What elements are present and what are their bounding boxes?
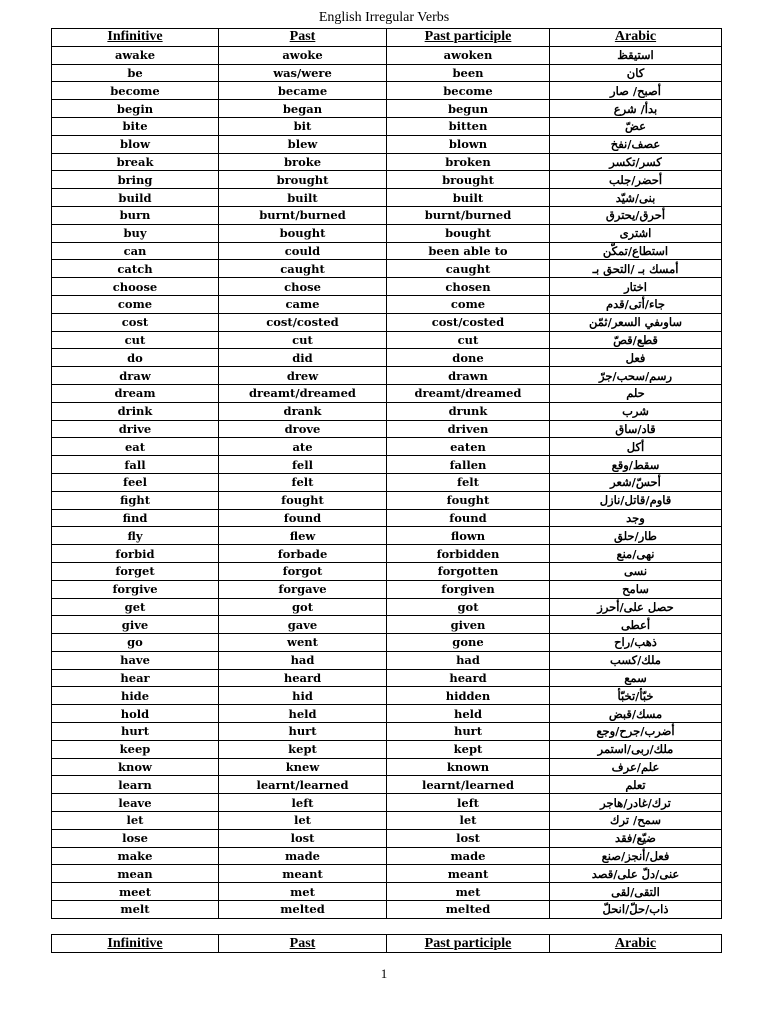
infinitive-cell: hold (52, 705, 219, 723)
past-cell: held (219, 705, 387, 723)
past-participle-cell: done (387, 349, 550, 367)
arabic-cell: بدأ/ شرع (550, 100, 722, 118)
arabic-cell: ترك/غادر/هاجر (550, 794, 722, 812)
arabic-cell: أصبح/ صار (550, 82, 722, 100)
infinitive-cell: hear (52, 669, 219, 687)
table-row (52, 509, 722, 527)
past-cell: awoke (219, 46, 387, 64)
arabic-cell: رسم/سحب/جرّ (550, 367, 722, 385)
past-cell: cost/costed (219, 313, 387, 331)
infinitive-cell: begin (52, 100, 219, 118)
arabic-cell: مسك/قبض (550, 705, 722, 723)
infinitive-cell: forgive (52, 580, 219, 598)
arabic-cell: قطع/قصّ (550, 331, 722, 349)
infinitive-cell: bite (52, 117, 219, 135)
infinitive-cell: forget (52, 562, 219, 580)
past-participle-cell: gone (387, 634, 550, 652)
past-participle-cell: found (387, 509, 550, 527)
arabic-cell: عنى/دلّ على/قصد (550, 865, 722, 883)
past-participle-cell: eaten (387, 438, 550, 456)
arabic-cell: كان (550, 64, 722, 82)
repeated-header-past: Past (219, 935, 387, 953)
past-participle-cell: blown (387, 135, 550, 153)
page-title: English Irregular Verbs (318, 10, 450, 25)
column-header-infinitive: Infinitive (52, 29, 219, 47)
table-row (52, 384, 722, 402)
infinitive-cell: get (52, 598, 219, 616)
table-row (52, 313, 722, 331)
past-participle-cell: built (387, 189, 550, 207)
arabic-cell: سمح/ ترك (550, 812, 722, 830)
verbs-table-body (52, 46, 722, 918)
table-row (52, 865, 722, 883)
past-cell: caught (219, 260, 387, 278)
past-cell: got (219, 598, 387, 616)
past-participle-cell: given (387, 616, 550, 634)
infinitive-cell: cut (52, 331, 219, 349)
past-cell: fought (219, 491, 387, 509)
arabic-cell: قاد/ساق (550, 420, 722, 438)
past-cell: brought (219, 171, 387, 189)
past-participle-cell: held (387, 705, 550, 723)
arabic-cell: ضيّع/فقد (550, 829, 722, 847)
past-cell: did (219, 349, 387, 367)
table-row (52, 794, 722, 812)
past-participle-cell: come (387, 295, 550, 313)
past-cell: learnt/learned (219, 776, 387, 794)
infinitive-cell: hurt (52, 723, 219, 741)
past-participle-cell: dreamt/dreamed (387, 384, 550, 402)
past-cell: found (219, 509, 387, 527)
past-cell: felt (219, 473, 387, 491)
past-cell: forgot (219, 562, 387, 580)
past-cell: forgave (219, 580, 387, 598)
table-row (52, 812, 722, 830)
infinitive-cell: can (52, 242, 219, 260)
arabic-cell: علم/عرف (550, 758, 722, 776)
past-participle-cell: forgotten (387, 562, 550, 580)
arabic-cell: بنى/شيّد (550, 189, 722, 207)
table-row (52, 669, 722, 687)
arabic-cell: جاء/أتى/قدم (550, 295, 722, 313)
infinitive-cell: drive (52, 420, 219, 438)
arabic-cell: استيقظ (550, 46, 722, 64)
infinitive-cell: give (52, 616, 219, 634)
past-participle-cell: known (387, 758, 550, 776)
arabic-cell: قاوم/قاتل/نازل (550, 491, 722, 509)
arabic-cell: كسر/تكسر (550, 153, 722, 171)
repeated-header-table (51, 934, 722, 953)
past-cell: heard (219, 669, 387, 687)
infinitive-cell: eat (52, 438, 219, 456)
infinitive-cell: go (52, 634, 219, 652)
past-cell: dreamt/dreamed (219, 384, 387, 402)
table-row (52, 420, 722, 438)
table-row (52, 367, 722, 385)
table-row (52, 705, 722, 723)
past-participle-cell: got (387, 598, 550, 616)
past-cell: flew (219, 527, 387, 545)
arabic-cell: تعلم (550, 776, 722, 794)
table-row (52, 491, 722, 509)
infinitive-cell: feel (52, 473, 219, 491)
arabic-cell: التقى/لقى (550, 883, 722, 901)
table-row (52, 331, 722, 349)
past-participle-cell: hidden (387, 687, 550, 705)
table-row (52, 242, 722, 260)
past-participle-cell: fought (387, 491, 550, 509)
past-cell: burnt/burned (219, 206, 387, 224)
table-row (52, 171, 722, 189)
past-cell: was/were (219, 64, 387, 82)
infinitive-cell: find (52, 509, 219, 527)
past-cell: met (219, 883, 387, 901)
past-participle-cell: been (387, 64, 550, 82)
infinitive-cell: know (52, 758, 219, 776)
past-cell: knew (219, 758, 387, 776)
infinitive-cell: learn (52, 776, 219, 794)
arabic-cell: سقط/وقع (550, 456, 722, 474)
table-row (52, 117, 722, 135)
column-header-past-participle: Past participle (387, 29, 550, 47)
page-number: 1 (380, 966, 388, 981)
past-participle-cell: brought (387, 171, 550, 189)
arabic-cell: أمسك بـ /التحق بـ (550, 260, 722, 278)
past-cell: had (219, 651, 387, 669)
past-participle-cell: made (387, 847, 550, 865)
table-row (52, 224, 722, 242)
infinitive-cell: become (52, 82, 219, 100)
arabic-cell: أكل (550, 438, 722, 456)
past-participle-cell: cut (387, 331, 550, 349)
infinitive-cell: break (52, 153, 219, 171)
arabic-cell: استطاع/تمكّن (550, 242, 722, 260)
infinitive-cell: dream (52, 384, 219, 402)
arabic-cell: نهى/منع (550, 545, 722, 563)
past-cell: melted (219, 901, 387, 919)
table-row (52, 616, 722, 634)
table-header-row (52, 29, 722, 47)
table-row (52, 82, 722, 100)
table-row (52, 295, 722, 313)
table-row (52, 206, 722, 224)
arabic-cell: فعل/أنجز/صنع (550, 847, 722, 865)
table-row (52, 278, 722, 296)
past-cell: became (219, 82, 387, 100)
arabic-cell: أضرب/جرح/وجع (550, 723, 722, 741)
past-participle-cell: bitten (387, 117, 550, 135)
infinitive-cell: make (52, 847, 219, 865)
past-participle-cell: fallen (387, 456, 550, 474)
infinitive-cell: be (52, 64, 219, 82)
table-row (52, 634, 722, 652)
past-cell: lost (219, 829, 387, 847)
infinitive-cell: blow (52, 135, 219, 153)
table-row (52, 456, 722, 474)
table-row (52, 100, 722, 118)
table-row (52, 651, 722, 669)
past-participle-cell: begun (387, 100, 550, 118)
past-cell: made (219, 847, 387, 865)
infinitive-cell: melt (52, 901, 219, 919)
infinitive-cell: catch (52, 260, 219, 278)
arabic-cell: ملك/ربى/استمر (550, 740, 722, 758)
arabic-cell: ملك/كسب (550, 651, 722, 669)
infinitive-cell: fly (52, 527, 219, 545)
infinitive-cell: have (52, 651, 219, 669)
past-participle-cell: let (387, 812, 550, 830)
infinitive-cell: choose (52, 278, 219, 296)
table-row (52, 740, 722, 758)
past-cell: hurt (219, 723, 387, 741)
table-row (52, 776, 722, 794)
column-header-arabic: Arabic (550, 29, 722, 47)
arabic-cell: ذاب/حلّ/انحلّ (550, 901, 722, 919)
table-row (52, 723, 722, 741)
table-row (52, 687, 722, 705)
arabic-cell: اشترى (550, 224, 722, 242)
infinitive-cell: buy (52, 224, 219, 242)
arabic-cell: ذهب/راح (550, 634, 722, 652)
arabic-cell: وجد (550, 509, 722, 527)
table-row (52, 438, 722, 456)
past-cell: drank (219, 402, 387, 420)
repeated-header-past-participle: Past participle (387, 935, 550, 953)
arabic-cell: اختار (550, 278, 722, 296)
past-cell: drove (219, 420, 387, 438)
arabic-cell: حلم (550, 384, 722, 402)
infinitive-cell: come (52, 295, 219, 313)
table-row (52, 402, 722, 420)
infinitive-cell: do (52, 349, 219, 367)
past-cell: bit (219, 117, 387, 135)
past-cell: left (219, 794, 387, 812)
verbs-table (51, 28, 722, 919)
past-participle-cell: met (387, 883, 550, 901)
infinitive-cell: keep (52, 740, 219, 758)
table-row (52, 64, 722, 82)
past-participle-cell: forbidden (387, 545, 550, 563)
past-participle-cell: burnt/burned (387, 206, 550, 224)
repeated-header-infinitive: Infinitive (52, 935, 219, 953)
arabic-cell: عصف/نفخ (550, 135, 722, 153)
past-participle-cell: learnt/learned (387, 776, 550, 794)
infinitive-cell: burn (52, 206, 219, 224)
arabic-cell: سمع (550, 669, 722, 687)
infinitive-cell: forbid (52, 545, 219, 563)
table-row (52, 527, 722, 545)
table-row (52, 153, 722, 171)
past-cell: meant (219, 865, 387, 883)
past-cell: chose (219, 278, 387, 296)
past-cell: ate (219, 438, 387, 456)
arabic-cell: حصل على/أحرز (550, 598, 722, 616)
table-row (52, 562, 722, 580)
past-cell: cut (219, 331, 387, 349)
table-row (52, 46, 722, 64)
table-row (52, 883, 722, 901)
arabic-cell: أحسّ/شعر (550, 473, 722, 491)
arabic-cell: خبّأ/تخبّأ (550, 687, 722, 705)
arabic-cell: طار/حلق (550, 527, 722, 545)
past-cell: forbade (219, 545, 387, 563)
past-cell: built (219, 189, 387, 207)
infinitive-cell: mean (52, 865, 219, 883)
table-row (52, 598, 722, 616)
past-cell: began (219, 100, 387, 118)
repeated-header-arabic: Arabic (550, 935, 722, 953)
past-cell: kept (219, 740, 387, 758)
table-row (52, 847, 722, 865)
past-cell: blew (219, 135, 387, 153)
past-participle-cell: kept (387, 740, 550, 758)
column-header-past: Past (219, 29, 387, 47)
past-participle-cell: chosen (387, 278, 550, 296)
infinitive-cell: fight (52, 491, 219, 509)
infinitive-cell: fall (52, 456, 219, 474)
past-participle-cell: broken (387, 153, 550, 171)
infinitive-cell: cost (52, 313, 219, 331)
arabic-cell: عضّ (550, 117, 722, 135)
infinitive-cell: bring (52, 171, 219, 189)
arabic-cell: فعل (550, 349, 722, 367)
arabic-cell: أحرق/يحترق (550, 206, 722, 224)
past-cell: fell (219, 456, 387, 474)
past-cell: hid (219, 687, 387, 705)
table-row (52, 545, 722, 563)
arabic-cell: سامح (550, 580, 722, 598)
repeated-header-row (52, 935, 722, 953)
past-cell: broke (219, 153, 387, 171)
past-cell: drew (219, 367, 387, 385)
infinitive-cell: meet (52, 883, 219, 901)
table-row (52, 135, 722, 153)
past-participle-cell: caught (387, 260, 550, 278)
table-row (52, 189, 722, 207)
past-cell: bought (219, 224, 387, 242)
table-row (52, 901, 722, 919)
infinitive-cell: leave (52, 794, 219, 812)
past-participle-cell: forgiven (387, 580, 550, 598)
past-participle-cell: felt (387, 473, 550, 491)
past-participle-cell: flown (387, 527, 550, 545)
infinitive-cell: build (52, 189, 219, 207)
past-participle-cell: awoken (387, 46, 550, 64)
past-cell: let (219, 812, 387, 830)
table-row (52, 580, 722, 598)
infinitive-cell: lose (52, 829, 219, 847)
arabic-cell: نسى (550, 562, 722, 580)
infinitive-cell: draw (52, 367, 219, 385)
table-row (52, 473, 722, 491)
table-row (52, 829, 722, 847)
past-cell: gave (219, 616, 387, 634)
arabic-cell: أعطى (550, 616, 722, 634)
past-participle-cell: bought (387, 224, 550, 242)
infinitive-cell: awake (52, 46, 219, 64)
arabic-cell: ساوىفي السعر/ثمّن (550, 313, 722, 331)
past-participle-cell: drawn (387, 367, 550, 385)
arabic-cell: أحضر/جلب (550, 171, 722, 189)
infinitive-cell: hide (52, 687, 219, 705)
past-cell: went (219, 634, 387, 652)
past-participle-cell: been able to (387, 242, 550, 260)
table-row (52, 758, 722, 776)
past-participle-cell: melted (387, 901, 550, 919)
past-cell: could (219, 242, 387, 260)
past-participle-cell: become (387, 82, 550, 100)
past-participle-cell: cost/costed (387, 313, 550, 331)
past-participle-cell: hurt (387, 723, 550, 741)
table-row (52, 349, 722, 367)
past-participle-cell: driven (387, 420, 550, 438)
past-participle-cell: left (387, 794, 550, 812)
infinitive-cell: let (52, 812, 219, 830)
past-participle-cell: meant (387, 865, 550, 883)
infinitive-cell: drink (52, 402, 219, 420)
arabic-cell: شرب (550, 402, 722, 420)
table-row (52, 260, 722, 278)
past-participle-cell: had (387, 651, 550, 669)
past-cell: came (219, 295, 387, 313)
past-participle-cell: lost (387, 829, 550, 847)
past-participle-cell: heard (387, 669, 550, 687)
past-participle-cell: drunk (387, 402, 550, 420)
